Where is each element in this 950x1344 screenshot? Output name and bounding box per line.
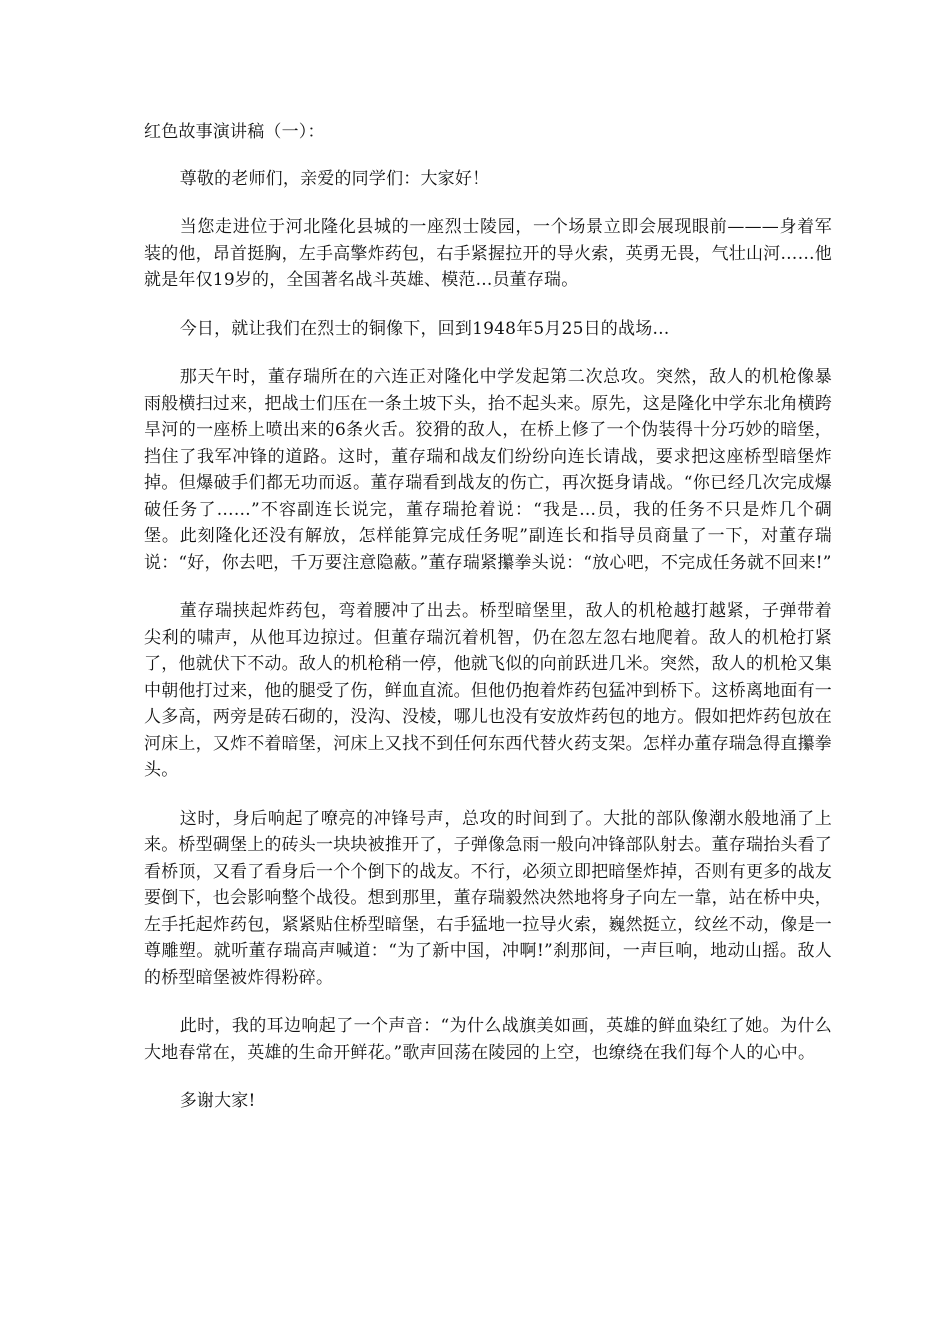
paragraph-today: 今日，就让我们在烈士的铜像下，回到1948年5月25日的战场… [179,318,670,339]
paragraph-intro: 当您走进位于河北隆化县城的一座烈士陵园，一个场景立即会展现眼前———身着军装的他，昂首挺胸，左手高擎炸药包，右手紧握拉开的导火索，英勇无畏，气壮山河……他就是年仅19岁的，全国著名战斗英雄、模范...员董存瑞。 [144,217,832,290]
paragraph-song: 此时，我的耳边响起了一个声音：“为什么战旗美如画，英雄的鲜血染红了她。为什么大地春常在，英雄的生命开鲜花。”歌声回荡在陵园的上空，也缭绕在我们每个人的心中。 [144,1016,832,1063]
document-title: 红色故事演讲稿（一）： [144,122,325,142]
paragraph-charge: 董存瑞挟起炸药包，弯着腰冲了出去。桥型暗堡里，敌人的机枪越打越紧，子弹带着尖利的啸声，从他耳边掠过。但董存瑞沉着机智，仍在忽左忽右地爬着。敌人的机枪打紧了，他就伏下不动。敌人的机枪稍一停，他就飞似的向前跃进几米。突然，敌人的机枪又集中朝他打过来，他的腿受了伤，鲜血直流。但他仍抱着炸药包猛冲到桥下。这桥离地面有一人多高，两旁是砖石砌的，没沟、没棱，哪儿也没有安放炸药包的地方。假如把炸药包放在河床上，又炸不着暗堡，河床上又找不到任何东西代替火药支架。怎样办董存瑞急得直攥拳头。 [144,601,832,780]
paragraph-attack: 那天午时，董存瑞所在的六连正对隆化中学发起第二次总攻。突然，敌人的机枪像暴雨般横扫过来，把战士们压在一条土坡下头，抬不起头来。原先，这是隆化中学东北角横跨旱河的一座桥上喷出来的6条火舌。狡猾的敌人，在桥上修了一个伪装得十分巧妙的暗堡，挡住了我军冲锋的道路。这时，董存瑞和战友们纷纷向连长请战，要求把这座桥型暗堡炸掉。但爆破手们都无功而返。董存瑞看到战友的伤亡，再次挺身请战。“你已经几次完成爆破任务了……”不容副连长说完，董存瑞抢着说：“我是...员，我的任务不只是炸几个碉堡。此刻隆化还没有解放，怎样能算完成任务呢”副连长和指导员商量了一下，对董存瑞说：“好，你去吧，千万要注意隐蔽。”董存瑞紧攥拳头说：“放心吧，不完成任务就不回来!” [144,367,832,573]
document-page [144,119,832,1115]
closing-line: 多谢大家! [179,1091,256,1111]
greeting-paragraph: 尊敬的老师们，亲爱的同学们：大家好！ [179,168,490,189]
paragraph-sacrifice: 这时，身后响起了嘹亮的冲锋号声，总攻的时间到了。大批的部队像潮水般地涌了上来。桥型碉堡上的砖头一块块被推开了，子弹像急雨一般向冲锋部队射去。董存瑞抬头看了看桥顶，又看了看身后一个个倒下的战友。不行，必须立即把暗堡炸掉，否则有更多的战友要倒下，也会影响整个战役。想到那里，董存瑞毅然决然地将身子向左一靠，站在桥中央，左手托起炸药包，紧紧贴住桥型暗堡，右手猛地一拉导火索，巍然挺立，纹丝不动，像是一尊雕塑。就听董存瑞高声喊道：“为了新中国，冲啊!”刹那间，一声巨响，地动山摇。敌人的桥型暗堡被炸得粉碎。 [144,808,832,988]
